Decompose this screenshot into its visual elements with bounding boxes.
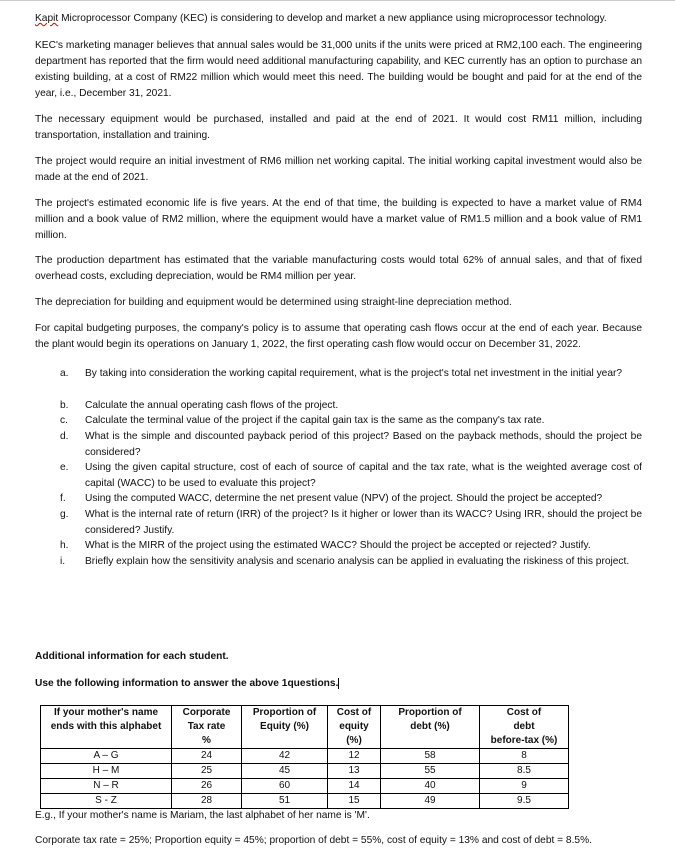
column-header [172,706,242,749]
question-text: Briefly explain how the sensitivity analysis and scenario analysis can be applied in evaluating the riskiness of this project. [85,556,630,567]
question-item [35,429,642,460]
header-line: before-tax (%) [490,735,558,746]
table-cell: N – R [41,779,172,794]
text-cursor [338,678,339,689]
paragraph: The necessary equipment would be purchased, installed and paid at the end of 2021. It would cost RM11 million, including transportation, installation and training. [35,114,642,141]
question-marker: d. [60,431,69,442]
question-text: Using the given capital structure, cost of each of source of capital and the tax rate, what is the weighted average cost of capital (WACC) to be used to evaluate this project? [85,462,642,489]
use-heading [35,676,642,692]
table-row [41,794,569,809]
question-item [35,366,642,382]
question-item [35,460,642,491]
question-marker: b. [60,400,69,411]
table-header-row [41,706,569,749]
question-text: What is the simple and discounted payback period of this project? Based on the payback methods, should the project be considered? [85,431,642,458]
question-item [35,538,642,554]
question-item [35,507,642,538]
question-marker: e. [60,462,69,473]
table-cell: 9.5 [480,794,569,809]
header-line: Tax rate [187,721,226,732]
question-item [35,398,642,414]
spellcheck-word[interactable]: Kapit [35,13,59,24]
intro-text: Microprocessor Company (KEC) is considering to develop and market a new appliance using microprocessor technology. [58,13,607,24]
question-item [35,554,642,570]
example-note: E.g., If your mother's name is Mariam, the last alphabet of her name is 'M'. [35,810,370,821]
paragraph: The production department has estimated that the variable manufacturing costs would total 62% of annual sales, and that of fixed overhead costs, excluding depreciation, would be RM4 million per year. [35,255,642,282]
table-cell: 60 [242,779,328,794]
table-cell: 15 [328,794,381,809]
header-line: Corporate [182,707,231,718]
table-cell: 51 [242,794,328,809]
question-text: Calculate the annual operating cash flows of the project. [85,400,339,411]
table-cell: 13 [328,764,381,779]
table-cell: 26 [172,779,242,794]
additional-heading [35,649,642,665]
header-line: equity [339,721,369,732]
column-header [328,706,381,749]
header-line: debt (%) [410,721,450,732]
table-cell: 58 [381,749,480,764]
column-header [41,706,172,749]
header-line: (%) [346,735,362,746]
question-marker: f. [60,493,66,504]
question-marker: h. [60,540,69,551]
question-text: Using the computed WACC, determine the net present value (NPV) of the project. Should the project be accepted? [85,493,603,504]
additional-heading-text: Additional information for each student. [35,651,229,662]
table-cell: 49 [381,794,480,809]
paragraph: The project would require an initial investment of RM6 million net working capital. The initial working capital investment would also be made at the end of 2021. [35,156,642,183]
question-text: What is the MIRR of the project using the estimated WACC? Should the project be accepted or rejected? Justify. [85,540,591,551]
student-info-table [40,705,569,809]
table-row [41,749,569,764]
question-item [35,491,642,507]
table-cell: 25 [172,764,242,779]
paragraph: The project's estimated economic life is five years. At the end of that time, the building is expected to have a market value of RM4 million and a book value of RM2 million, where the equipment would have a market value of RM1.5 million and a book value of RM1 million. [35,198,642,241]
table-cell: 28 [172,794,242,809]
table-cell: 42 [242,749,328,764]
question-marker: a. [60,368,69,379]
intro-paragraph [35,11,642,27]
table-cell: H – M [41,764,172,779]
question-marker: c. [60,415,68,426]
paragraph: KEC's marketing manager believes that annual sales would be 31,000 units if the units were priced at RM2,100 each. The engineering department has reported that the firm would need additional manufacturing capability, and KEC currently has an option to purchase an existing building, at a cost of RM22 million which would meet this need. The building would be bought and paid for at the end of the year, i.e., December 31, 2021. [35,40,642,99]
table-row [41,764,569,779]
question-marker: i. [60,556,66,567]
table-row [41,779,569,794]
column-header [381,706,480,749]
table-cell: 24 [172,749,242,764]
use-heading-text: Use the following information to answer the above 1questions. [35,678,339,689]
header-line: If your mother's name [53,707,159,718]
table-cell: 9 [480,779,569,794]
header-line: Proportion of [398,707,462,718]
table-cell: 45 [242,764,328,779]
paragraph: For capital budgeting purposes, the company's policy is to assume that operating cash flows occur at the end of each year. Because the plant would begin its operations on January 1, 2022, the first operating cash flow would occur on December 31, 2022. [35,323,642,350]
table-cell: 55 [381,764,480,779]
question-item [35,413,642,429]
header-line: Equity (%) [260,721,309,732]
table-cell: 14 [328,779,381,794]
column-header [480,706,569,749]
table-cell: 12 [328,749,381,764]
table-cell: 8.5 [480,764,569,779]
header-line: debt [513,721,535,732]
table-cell: 8 [480,749,569,764]
question-text: Calculate the terminal value of the project if the capital gain tax is the same as the company's tax rate. [85,415,545,426]
table-cell: 40 [381,779,480,794]
header-line: Cost of [506,707,542,718]
table-cell: S - Z [41,794,172,809]
table-cell: A – G [41,749,172,764]
header-line: ends with this alphabet [50,721,162,732]
question-text: What is the internal rate of return (IRR) of the project? Is it higher or lower than its WACC? Using IRR, should the project be considered? Justify. [85,509,642,536]
example-values: Corporate tax rate = 25%; Proportion equity = 45%; proportion of debt = 55%, cost of equity = 13% and cost of debt = 8.5%. [35,835,592,846]
paragraph: The depreciation for building and equipment would be determined using straight-line depreciation method. [35,297,512,308]
header-line: % [202,735,211,746]
header-line: Proportion of [252,707,317,718]
column-header [242,706,328,749]
header-line: Cost of [336,707,372,718]
question-text: By taking into consideration the working capital requirement, what is the project's total net investment in the initial year? [85,368,623,379]
question-marker: g. [60,509,69,520]
